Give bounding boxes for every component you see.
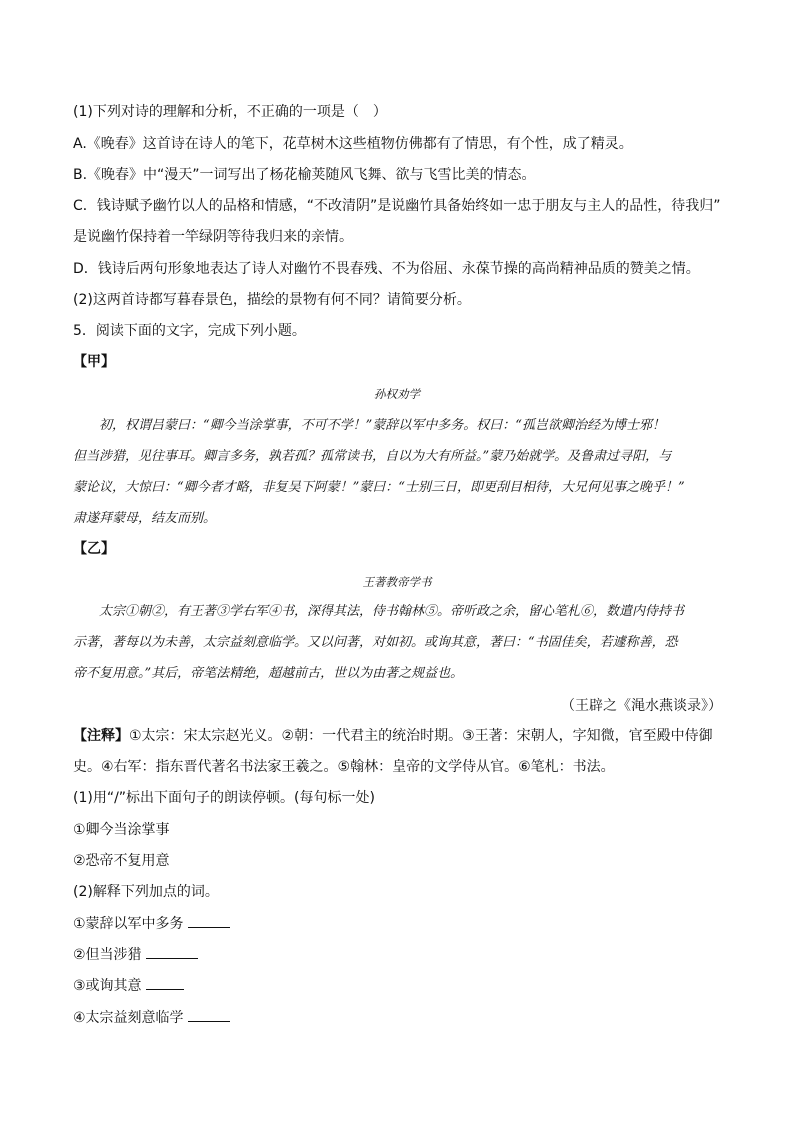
q5-sub2-item	[73, 1008, 230, 1028]
q5-intro: 5．阅读下面的文字，完成下列小题。	[73, 323, 306, 339]
passage-yi-line: 帝不复用意。”其后，帝笔法精绝，超越前古，世以为由著之规益也。	[73, 666, 464, 681]
answer-blank[interactable]	[146, 977, 184, 990]
annotation-text: ①太宗：宋太宗赵光义。②朝：一代君主的统治时期。③王著：宋朝人，字知微，官至殿中侍御	[129, 728, 713, 744]
answer-blank[interactable]	[188, 1009, 230, 1022]
q5-sub2-item-text: ④太宗益刻意临学	[73, 1010, 184, 1026]
passage-jia-line: 初，权谓吕蒙曰：“卿今当涂掌事，不可不学！”蒙辞以军中多务。权曰：“孤岂欲卿治经为博士邪！	[73, 418, 665, 433]
annotation-line1	[73, 726, 713, 746]
q4-option-c-line1: C．钱诗赋予幽竹以人的品格和情感，“不改清阴”是说幽竹具备始终如一忠于朋友与主人的品性，待我归”	[73, 198, 721, 214]
q5-sub2-item-text: ①蒙辞以军中多务	[73, 916, 184, 932]
annotation-label: 【注释】	[73, 728, 129, 744]
q4-option-c-line2: 是说幽竹保持着一竿绿阴等待我归来的亲情。	[73, 229, 353, 245]
passage-yi-line: 太宗①朝②，有王著③学右军④书，深得其法，侍书翰林⑤。帝听政之余，留心笔札⑥，数遣内侍持书	[73, 604, 685, 619]
q5-sub2-item-text: ③或询其意	[73, 978, 142, 994]
q4-option-b: B.《晚春》中“漫天”一词写出了杨花榆荚随风飞舞、欲与飞雪比美的情态。	[73, 167, 536, 183]
q4-option-a: A.《晚春》这首诗在诗人的笔下，花草树木这些植物仿佛都有了情思，有个性，成了精灵。	[73, 136, 633, 152]
q4-sub1: (1)下列对诗的理解和分析，不正确的一项是（ ）	[73, 104, 387, 120]
passage-jia-line: 蒙论议，大惊曰：“卿今者才略，非复吴下阿蒙！”蒙曰：“士别三日，即更刮目相待，大兄何见事之晚乎！”	[73, 480, 685, 495]
passage-yi-title: 王著教帝学书	[362, 575, 432, 589]
q4-sub2: (2)这两首诗都写暮春景色，描绘的景物有何不同？请简要分析。	[73, 292, 471, 308]
answer-blank[interactable]	[188, 915, 230, 928]
passage-jia-line: 肃遂拜蒙母，结友而别。	[73, 511, 217, 526]
q5-sub2-item-text: ②但当涉猎	[73, 947, 142, 963]
passage-jia-label: 【甲】	[73, 354, 115, 370]
q5-sub2-item	[73, 914, 230, 934]
passage-source: （王辟之《渑水燕谈录》）	[561, 698, 722, 714]
q5-sub2-item	[73, 976, 184, 996]
q4-option-d: D．钱诗后两句形象地表达了诗人对幽竹不畏春残、不为俗屈、永葆节操的高尚精神品质的赞美之情。	[73, 261, 700, 277]
q5-sub2: (2)解释下列加点的词。	[73, 884, 219, 900]
q5-sub1-item: ②恐帝不复用意	[73, 853, 170, 869]
q5-sub2-item	[73, 945, 198, 965]
passage-yi-line: 示著，著每以为未善，太宗益刻意临学。又以问著，对如初。或询其意，著曰：“书固佳矣，若遽称善，恐	[73, 635, 678, 650]
passage-jia-line: 但当涉猎，见往事耳。卿言多务，孰若孤？孤常读书，自以为大有所益。”蒙乃始就学。及鲁肃过寻阳，与	[73, 449, 672, 464]
answer-blank[interactable]	[146, 946, 198, 959]
passage-yi-label: 【乙】	[73, 541, 115, 557]
q5-sub1: (1)用“/”标出下面句子的朗读停顿。(每句标一处)	[73, 790, 375, 806]
q5-sub1-item: ①卿今当涂掌事	[73, 822, 170, 838]
annotation-line2: 史。④右军：指东晋代著名书法家王羲之。⑤翰林：皇帝的文学侍从官。⑥笔札：书法。	[73, 759, 615, 775]
passage-jia-title: 孙权劝学	[374, 387, 420, 401]
